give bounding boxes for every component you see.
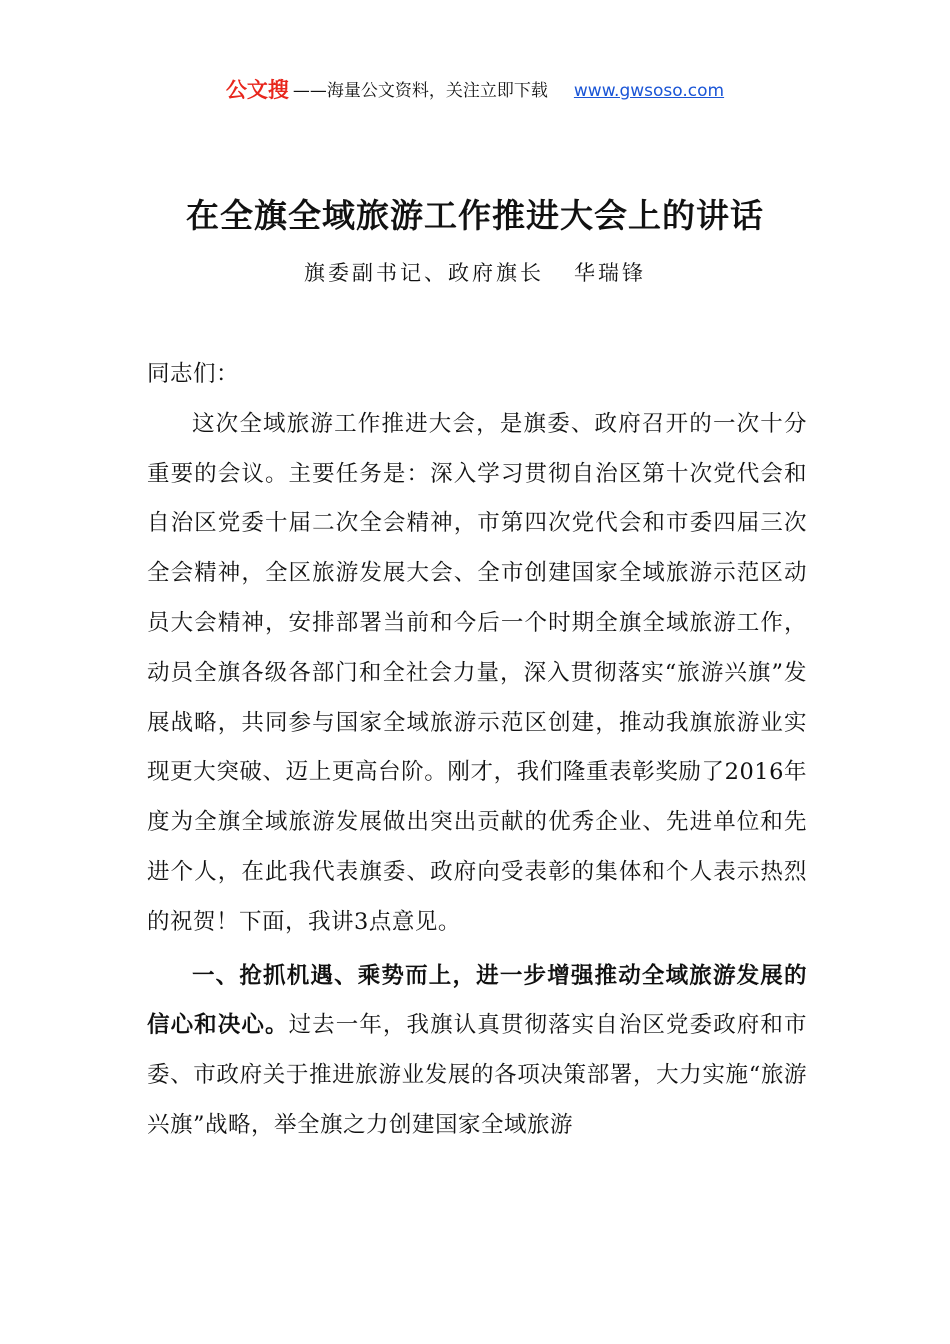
page-header (0, 74, 950, 104)
speaker-position: 旗委副书记、政府旗长 (304, 261, 544, 285)
speaker-name: 华瑞锋 (574, 261, 646, 285)
document-title: 在全旗全域旅游工作推进大会上的讲话 (186, 196, 764, 235)
byline (0, 257, 950, 287)
paragraph-section-1 (147, 952, 807, 1151)
website-link[interactable]: www.gwsoso.com (573, 81, 725, 101)
greeting: 同志们： (147, 361, 240, 387)
brand-logo-text: 公文搜 (225, 78, 289, 102)
header-slogan: ——海量公文资料，关注立即下载 (292, 81, 548, 101)
document-body (147, 350, 807, 1151)
section-heading: 一、抢抓机遇、乘势而上，进一步增强推动全域旅游发展的信心和决心。 (147, 962, 807, 1039)
paragraph-intro: 这次全域旅游工作推进大会，是旗委、政府召开的一次十分重要的会议。主要任务是：深入学习贯彻自治区第十次党代会和自治区党委十届二次全会精神，市第四次党代会和市委四届三次全会精神，全区旅游发展大会、全市创建国家全域旅游示范区动员大会精神，安排部署当前和今后一个时期全旗全域旅游工作，动员全旗各级各部门和全社会力量，深入贯彻落实“旅游兴旗”发展战略，共同参与国家全域旅游示范区创建，推动我旗旅游业实现更大突破、迈上更高台阶。刚才，我们隆重表彰奖励了2016年度为全旗全域旅游发展做出突出贡献的优秀企业、先进单位和先进个人，在此我代表旗委、政府向受表彰的集体和个人表示热烈的祝贺！下面，我讲3点意见。 (147, 410, 807, 935)
section-body-text: 过去一年，我旗认真贯彻落实自治区党委政府和市委、市政府关于推进旅游业发展的各项决策部署，大力实施“旅游兴旗”战略，举全旗之力创建国家全域旅游 (147, 1012, 807, 1138)
